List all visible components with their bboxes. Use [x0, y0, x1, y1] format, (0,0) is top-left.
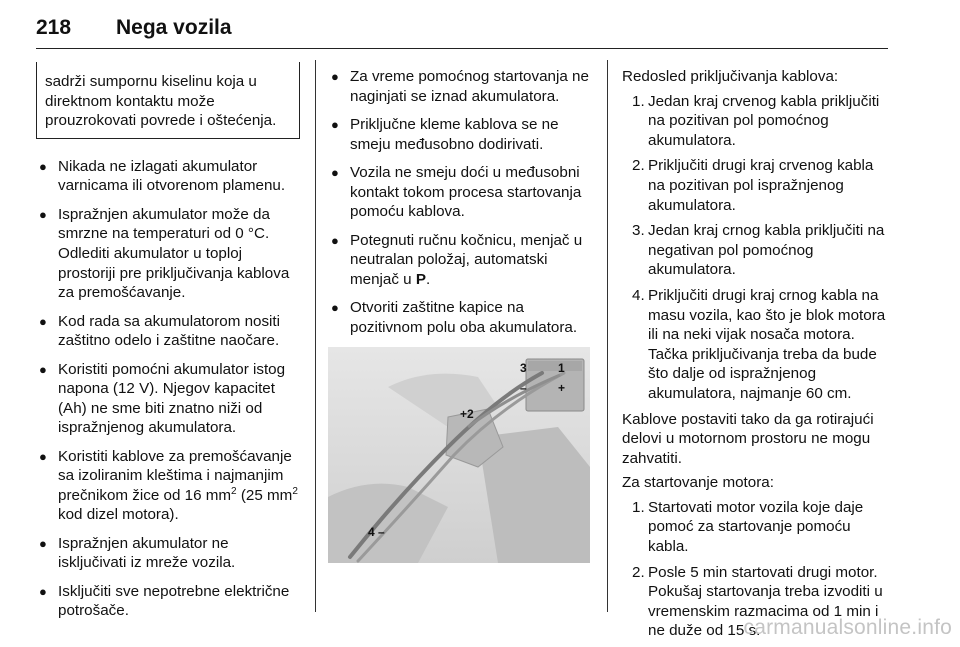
- bullet-icon: ●: [39, 583, 47, 599]
- bullet-icon: ●: [331, 164, 339, 180]
- procedure-list: [328, 67, 592, 337]
- column-left: [36, 62, 300, 630]
- warning-box: [36, 62, 300, 139]
- bullet-icon: ●: [331, 116, 339, 132]
- list-item-text: Ispražnjen akumulator može da smrzne na temperaturi od 0 °C. Odlediti akumulator u toploj prostoriji pre priključivanja kablova za premošćavanje.: [58, 205, 290, 302]
- list-item: [36, 157, 300, 196]
- callout-4: 4 –: [368, 525, 385, 540]
- list-item: [328, 163, 592, 222]
- list-item: [36, 312, 300, 351]
- list-item: [328, 115, 592, 154]
- precaution-list: [36, 157, 300, 621]
- list-item: 2. Posle 5 min startovati drugi motor. Pokušaj startovanja treba izvoditi u vremenskim razmacima od 1 min i ne duže od 15 s.: [632, 563, 883, 640]
- list-item-text: Kod rada sa akumulatorom nositi zaštitno odelo i zaštitne naočare.: [58, 312, 281, 350]
- watermark: carmanualsonline.info: [743, 616, 952, 639]
- list-item: [36, 534, 300, 573]
- warning-text: sadrži sumpornu kiselinu koja u direktnom kontaktu može prouzrokovati povrede i oštećenja.: [45, 73, 277, 130]
- cable-routing-note: Kablove postaviti tako da ga rotirajući delovi u motornom prostoru ne mogu zahvatiti.: [622, 410, 874, 467]
- jump-start-illustration: [328, 347, 590, 563]
- list-item-text: Potegnuti ručnu kočnicu, menjač u neutralan položaj, automatski menjač u P.: [350, 231, 583, 288]
- bullet-icon: ●: [331, 69, 339, 84]
- page-header: [36, 10, 888, 49]
- connection-order-list: [622, 92, 888, 404]
- list-item: [36, 360, 300, 438]
- bullet-icon: ●: [39, 313, 47, 329]
- list-item-text: Isključiti sve nepotrebne električne potrošače.: [58, 582, 290, 620]
- list-item-gear: [328, 231, 592, 290]
- list-item: [36, 582, 300, 621]
- column-middle: [328, 67, 592, 563]
- list-item: [328, 298, 592, 337]
- column-divider-left: [315, 60, 316, 612]
- bullet-icon: ●: [39, 448, 47, 464]
- bullet-icon: ●: [39, 206, 47, 222]
- list-item-text: Koristiti kablove za premošćavanje sa izoliranim kleštima i najmanjim prečnikom žice od 16 $mm^2$ (25 $mm^2$ kod dizel motora).: [58, 447, 298, 524]
- column-divider-right: [607, 60, 608, 612]
- list-item: 2. Priključiti drugi kraj crvenog kabla na pozitivan pol ispražnjenog akumulatora.: [632, 157, 874, 214]
- list-item: 4. Priključiti drugi kraj crnog kabla na masu vozila, kao što je blok motora ili na neki vijak nosača motora. Tačka priključivanja treba da bude što dalje od ispražnjenog akumulatora, najmanje 60 cm.: [632, 286, 886, 402]
- list-item: [328, 67, 592, 106]
- battery-top: [528, 361, 582, 371]
- bullet-icon: ●: [331, 300, 339, 316]
- list-item-text: Ispražnjen akumulator ne isključivati iz mreže vozila.: [58, 534, 236, 572]
- list-item-text: Koristiti pomoćni akumulator istog napona (12 V). Njegov kapacitet (Ah) ne sme biti znatno niži od ispražnjenog akumulatora.: [58, 360, 286, 437]
- list-item-text: Vozila ne smeju doći u međusobni kontakt tokom procesa startovanja pomoću kablova.: [350, 163, 582, 221]
- callout-1: 1 +: [558, 361, 566, 395]
- list-item-text: Za vreme pomoćnog startovanja ne naginjati se iznad akumulatora.: [350, 68, 589, 105]
- bullet-icon: ●: [39, 535, 47, 551]
- list-item: [36, 205, 300, 303]
- list-item: 1. Jedan kraj crvenog kabla priključiti na pozitivan pol pomoćnog akumulatora.: [632, 92, 880, 149]
- list-item-cable: [36, 447, 300, 525]
- list-item-text: Nikada ne izlagati akumulator varnicama ili otvorenom plamenu.: [58, 157, 286, 195]
- bullet-icon: ●: [331, 232, 339, 248]
- list-item-text: Priključne kleme kablova se ne smeju međusobno dodirivati.: [350, 115, 559, 153]
- column-right: [622, 67, 888, 647]
- callout-3: 3 –: [520, 361, 527, 395]
- page-number: 218: [36, 16, 72, 39]
- connection-order-title: Redosled priključivanja kablova:: [622, 68, 839, 85]
- list-item: 1. Startovati motor vozila koje daje pomoć za startovanje pomoću kabla.: [632, 498, 864, 556]
- list-item-text: Otvoriti zaštitne kapice na pozitivnom polu oba akumulatora.: [350, 299, 578, 336]
- bullet-icon: ●: [39, 158, 47, 174]
- list-item: 3. Jedan kraj crnog kabla priključiti na negativan pol pomoćnog akumulatora.: [632, 222, 885, 279]
- callout-2: +2: [460, 407, 474, 422]
- start-engine-title: Za startovanje motora:: [622, 474, 774, 492]
- bullet-icon: ●: [39, 361, 47, 377]
- page-title: Nega vozila: [116, 16, 232, 39]
